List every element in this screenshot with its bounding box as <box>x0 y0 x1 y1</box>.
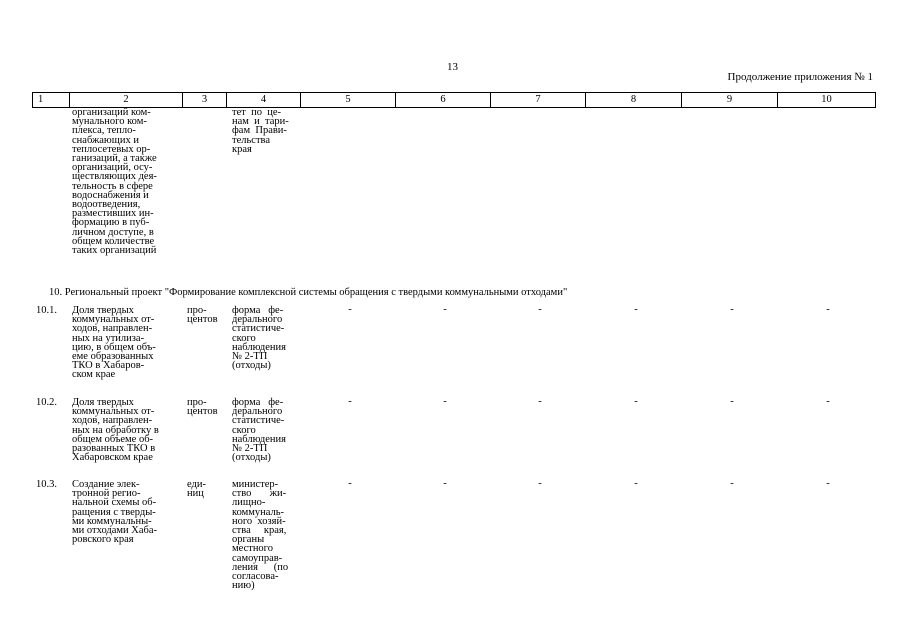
value-col-8: - <box>634 396 638 407</box>
indicator-name: Создание элек- тронной регио- нальной схемы об- ращения с тверды- ми коммунальны- ми отходами Хаба- ровского края <box>72 479 158 546</box>
value-col-5: - <box>348 478 352 489</box>
value-col-9: - <box>730 478 734 489</box>
page-number: 13 <box>447 61 458 73</box>
value-col-5: - <box>348 396 352 407</box>
indicator-name: Доля твердых коммунальных от- ходов, направлен- ных на утилиза- цию, в общем объ- еме образованных ТКО в Хабаров- ском крае <box>72 305 156 381</box>
value-col-6: - <box>443 396 447 407</box>
value-col-5: - <box>348 304 352 315</box>
col-header-9: 9 <box>682 93 778 108</box>
value-col-6: - <box>443 478 447 489</box>
data-source: форма фе- дерального статистиче- ского наблюдения № 2-ТП (отходы) <box>232 305 286 372</box>
data-source: форма фе- дерального статистиче- ского наблюдения № 2-ТП (отходы) <box>232 397 286 464</box>
value-col-9: - <box>730 304 734 315</box>
value-col-10: - <box>826 478 830 489</box>
indicator-name: Доля твердых коммунальных от- ходов, направлен- ных на обработку в общем объеме об- разованных ТКО в Хабаровском крае <box>72 397 159 464</box>
value-col-7: - <box>538 304 542 315</box>
row-number: 10.3. <box>36 479 57 490</box>
value-col-9: - <box>730 396 734 407</box>
value-col-6: - <box>443 304 447 315</box>
carry-over-source: тет по це- нам и тари- фам Прави- тельства края <box>232 107 289 155</box>
unit: про- центов <box>187 397 218 418</box>
col-header-6: 6 <box>396 93 491 108</box>
row-number: 10.2. <box>36 397 57 408</box>
value-col-10: - <box>826 304 830 315</box>
value-col-10: - <box>826 396 830 407</box>
unit: еди- ниц <box>187 479 206 500</box>
value-col-8: - <box>634 304 638 315</box>
column-header-table <box>32 92 876 108</box>
col-header-7: 7 <box>491 93 586 108</box>
col-header-1: 1 <box>33 93 70 108</box>
continuation-label: Продолжение приложения № 1 <box>727 71 873 83</box>
value-col-7: - <box>538 396 542 407</box>
col-header-8: 8 <box>586 93 682 108</box>
section-title-text: Региональный проект "Формирование комплексной системы обращения с твердыми коммунальными отходами" <box>64 287 568 298</box>
value-col-7: - <box>538 478 542 489</box>
section-title <box>49 287 567 298</box>
col-header-4: 4 <box>227 93 301 108</box>
unit: про- центов <box>187 305 218 326</box>
data-source: министер- ство жи- лищно- коммуналь- ного хозяй- ства края, органы местного самоуправ- ления (по согласова- нию) <box>232 479 289 592</box>
col-header-10: 10 <box>778 93 876 108</box>
value-col-8: - <box>634 478 638 489</box>
col-header-5: 5 <box>301 93 396 108</box>
col-header-3: 3 <box>183 93 227 108</box>
section-number: 10. <box>49 287 63 298</box>
row-number: 10.1. <box>36 305 57 316</box>
carry-over-indicator-name: организаций ком- мунального ком- плекса, тепло- снабжающих и теплосетевых ор- ганизаций, а также организаций, осу- ществляющих дея- тельность в сфере водоснабжения и водоотведения, разместивших ин- формацию в пуб- личном доступе, в общем количестве таких организаций <box>72 107 157 257</box>
col-header-2: 2 <box>70 93 183 108</box>
